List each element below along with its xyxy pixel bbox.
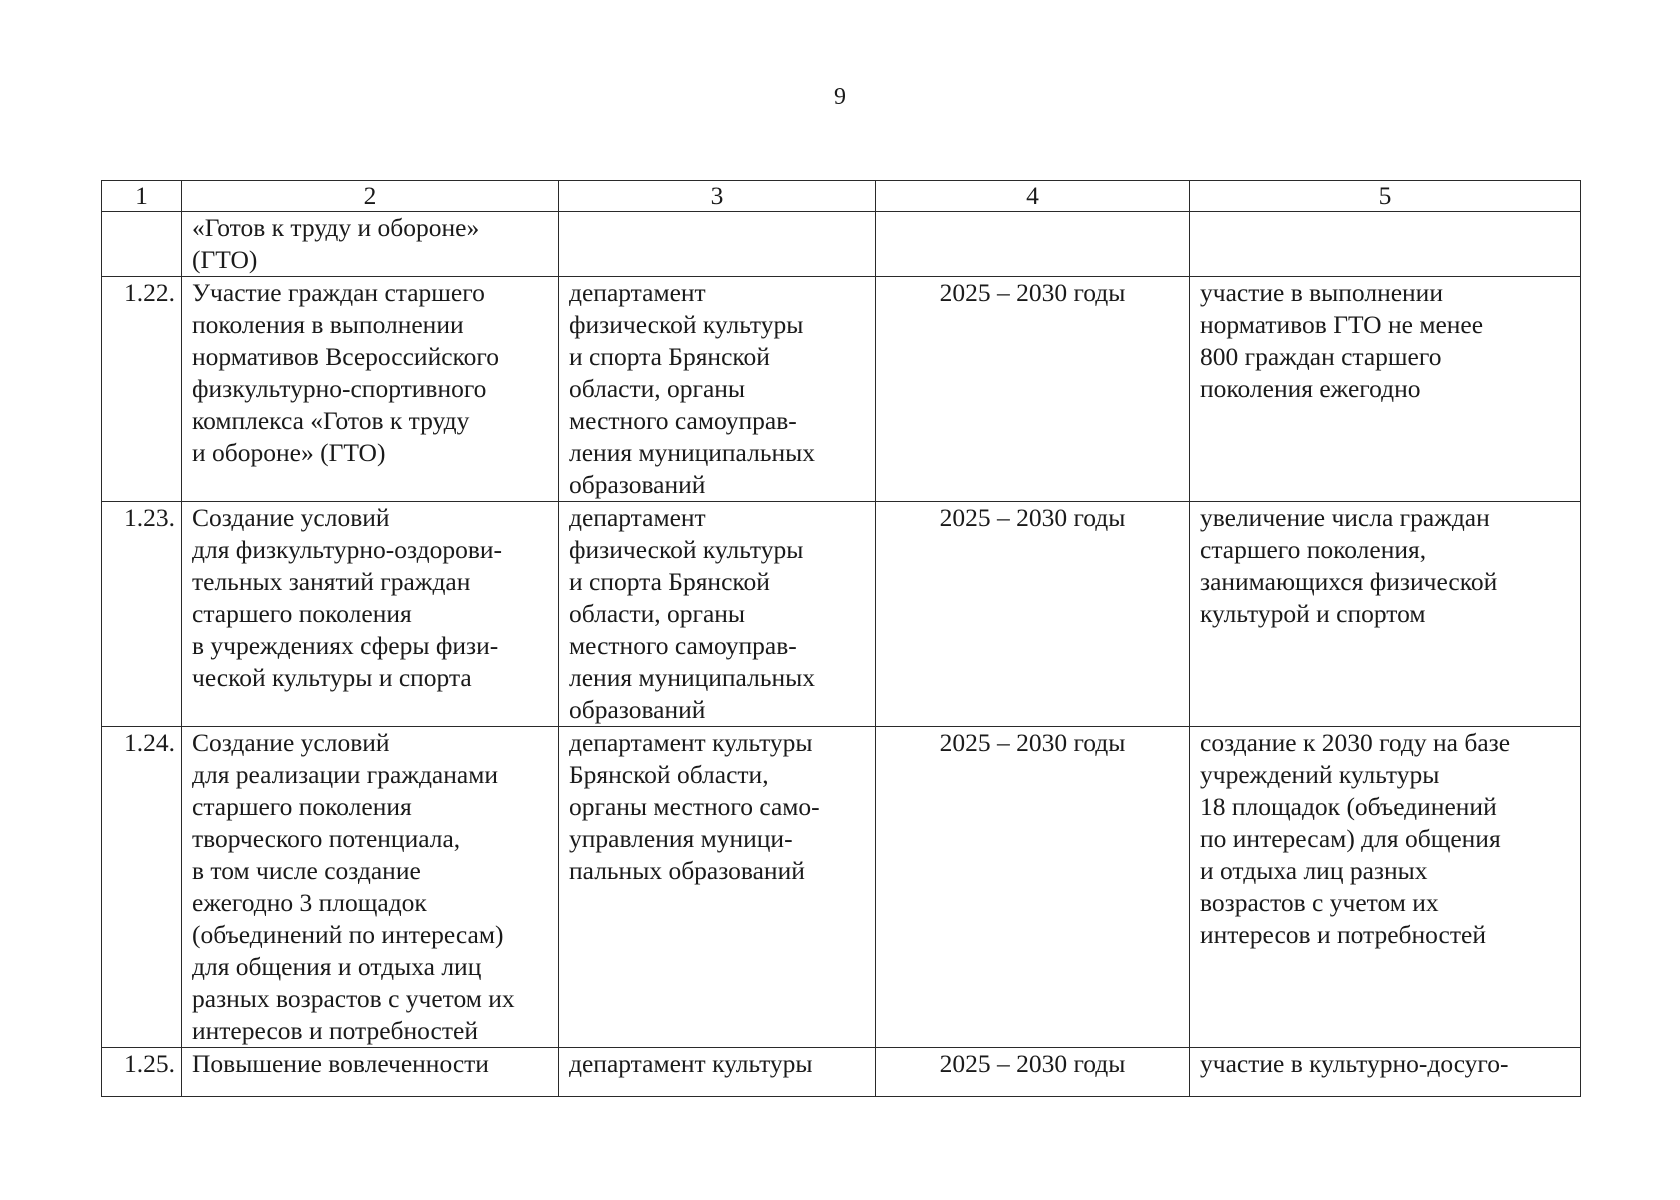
header-col-3: 3 [559,181,876,212]
header-col-2: 2 [182,181,559,212]
action-cell: «Готов к труду и обороне» (ГТО) [182,212,559,277]
responsible-cell: департамент культуры Брянской области, органы местного само- управления муници- пальных образований [559,727,876,1048]
header-row [102,181,1581,212]
period-cell: 2025 – 2030 годы [876,502,1190,727]
period-cell: 2025 – 2030 годы [876,277,1190,502]
result-cell: участие в культурно-досуго- [1190,1048,1581,1097]
row-number: 1.22. [102,277,182,502]
action-cell: Создание условий для физкультурно-оздорови- тельных занятий граждан старшего поколения в учреждениях сферы физи- ческой культуры и спорта [182,502,559,727]
activities-table [101,180,1581,1097]
action-cell: Создание условий для реализации гражданами старшего поколения творческого потенциала, в том числе создание ежегодно 3 площадок (объединений по интересам) для общения и отдыха лиц разных возрастов с учетом их интересов и потребностей [182,727,559,1048]
row-number: 1.23. [102,502,182,727]
header-col-1: 1 [102,181,182,212]
table-row [102,727,1581,1048]
header-col-4: 4 [876,181,1190,212]
table-row [102,502,1581,727]
action-cell: Повышение вовлеченности [182,1048,559,1097]
page-number: 9 [834,84,846,110]
row-number [102,212,182,277]
period-cell [876,212,1190,277]
row-number: 1.25. [102,1048,182,1097]
responsible-cell: департамент физической культуры и спорта Брянской области, органы местного самоуправ- ления муниципальных образований [559,502,876,727]
responsible-cell: департамент физической культуры и спорта Брянской области, органы местного самоуправ- ления муниципальных образований [559,277,876,502]
header-col-5: 5 [1190,181,1581,212]
row-number: 1.24. [102,727,182,1048]
table-row [102,212,1581,277]
action-cell: Участие граждан старшего поколения в выполнении нормативов Всероссийского физкультурно-спортивного комплекса «Готов к труду и обороне» (ГТО) [182,277,559,502]
result-cell: создание к 2030 году на базе учреждений культуры 18 площадок (объединений по интересам) для общения и отдыха лиц разных возрастов с учетом их интересов и потребностей [1190,727,1581,1048]
result-cell: увеличение числа граждан старшего поколения, занимающихся физической культурой и спортом [1190,502,1581,727]
table-row [102,1048,1581,1097]
result-cell: участие в выполнении нормативов ГТО не менее 800 граждан старшего поколения ежегодно [1190,277,1581,502]
period-cell: 2025 – 2030 годы [876,1048,1190,1097]
responsible-cell [559,212,876,277]
responsible-cell: департамент культуры [559,1048,876,1097]
period-cell: 2025 – 2030 годы [876,727,1190,1048]
result-cell [1190,212,1581,277]
table-row [102,277,1581,502]
